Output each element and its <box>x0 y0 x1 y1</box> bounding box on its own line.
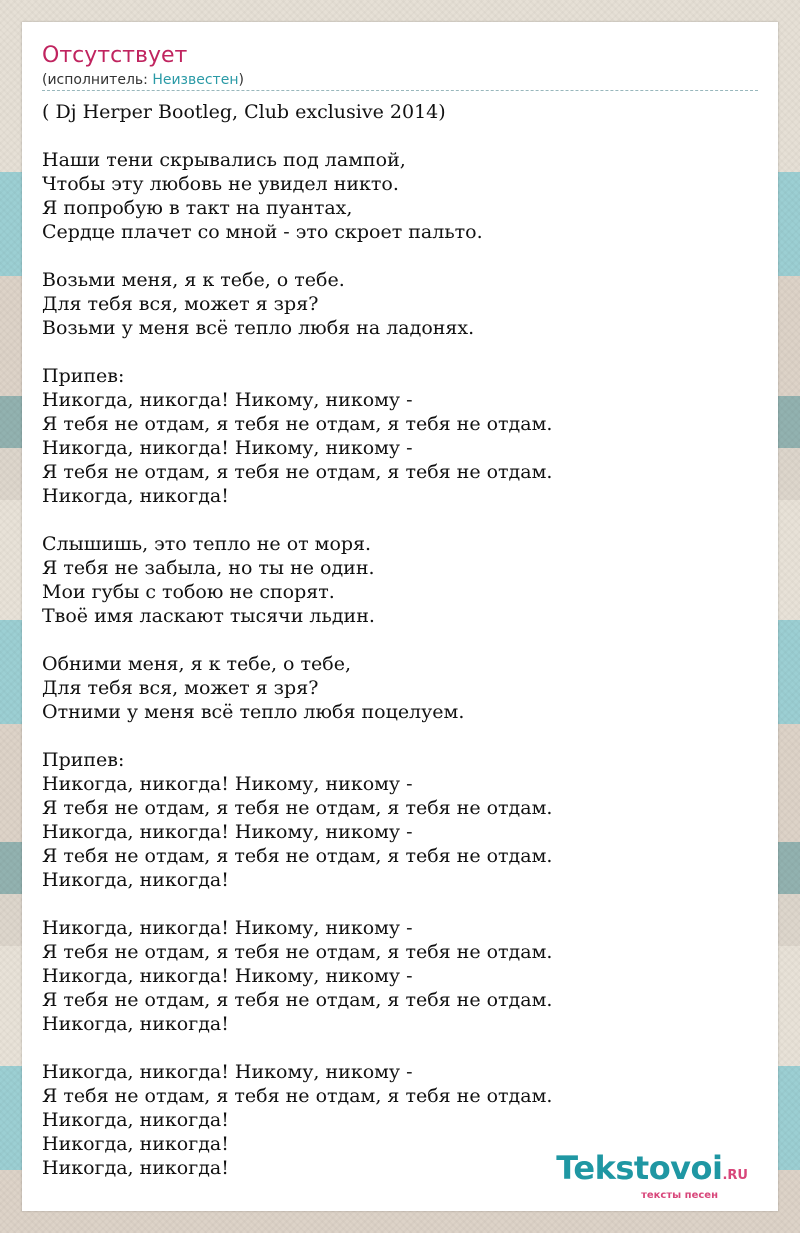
song-title: Отсутствует <box>42 43 188 68</box>
lyrics-text: ( Dj Herper Bootleg, Club exclusive 2014) Наши тени скрывались под лампой, Чтобы эту любовь не увидел никто. Я попробую в такт на пуантах, Сердце плачет со мной - это скроет пальто. Возьми меня, я к тебе, о тебе. Для тебя вся, может я зря? Возьми у меня всё тепло любя на ладонях. Припев: Никогда, никогда! Никому, никому - Я тебя не отдам, я тебя не отдам, я тебя не отдам. Никогда, никогда! Никому, никому - Я тебя не отдам, я тебя не отдам, я тебя не отдам. Никогда, никогда! Слышишь, это тепло не от моря. Я тебя не забыла, но ты не один. Мои губы с тобою не спорят. Твоё имя ласкают тысячи льдин. Обними меня, я к тебе, о тебе, Для тебя вся, может я зря? Отними у меня всё тепло любя поцелуем. Припев: Никогда, никогда! Никому, никому - Я тебя не отдам, я тебя не отдам, я тебя не отдам. Никогда, никогда! Никому, никому - Я тебя не отдам, я тебя не отдам, я тебя не отдам. Никогда, никогда! Никогда, никогда! Никому, никому - Я тебя не отдам, я тебя не отдам, я тебя не отдам. Никогда, никогда! Никому, никому - Я тебя не отдам, я тебя не отдам, я тебя не отдам. Никогда, никогда! Никогда, никогда! Никому, никому - Я тебя не отдам, я тебя не отдам, я тебя не отдам. Никогда, никогда! Никогда, никогда! Никогда, никогда! <box>42 101 553 1179</box>
artist-suffix: ) <box>238 72 244 88</box>
artist-prefix: (исполнитель: <box>42 72 153 88</box>
logo-tld: .RU <box>722 1168 748 1183</box>
site-logo[interactable] <box>556 1151 748 1201</box>
artist-link[interactable]: Неизвестен <box>152 72 239 88</box>
logo-name: Tekstovoi <box>556 1149 723 1187</box>
lyrics-card <box>22 22 778 1211</box>
title-divider <box>42 90 758 91</box>
logo-wordmark <box>556 1151 748 1193</box>
artist-line <box>42 70 244 90</box>
logo-tagline: тексты песен <box>641 1190 718 1201</box>
